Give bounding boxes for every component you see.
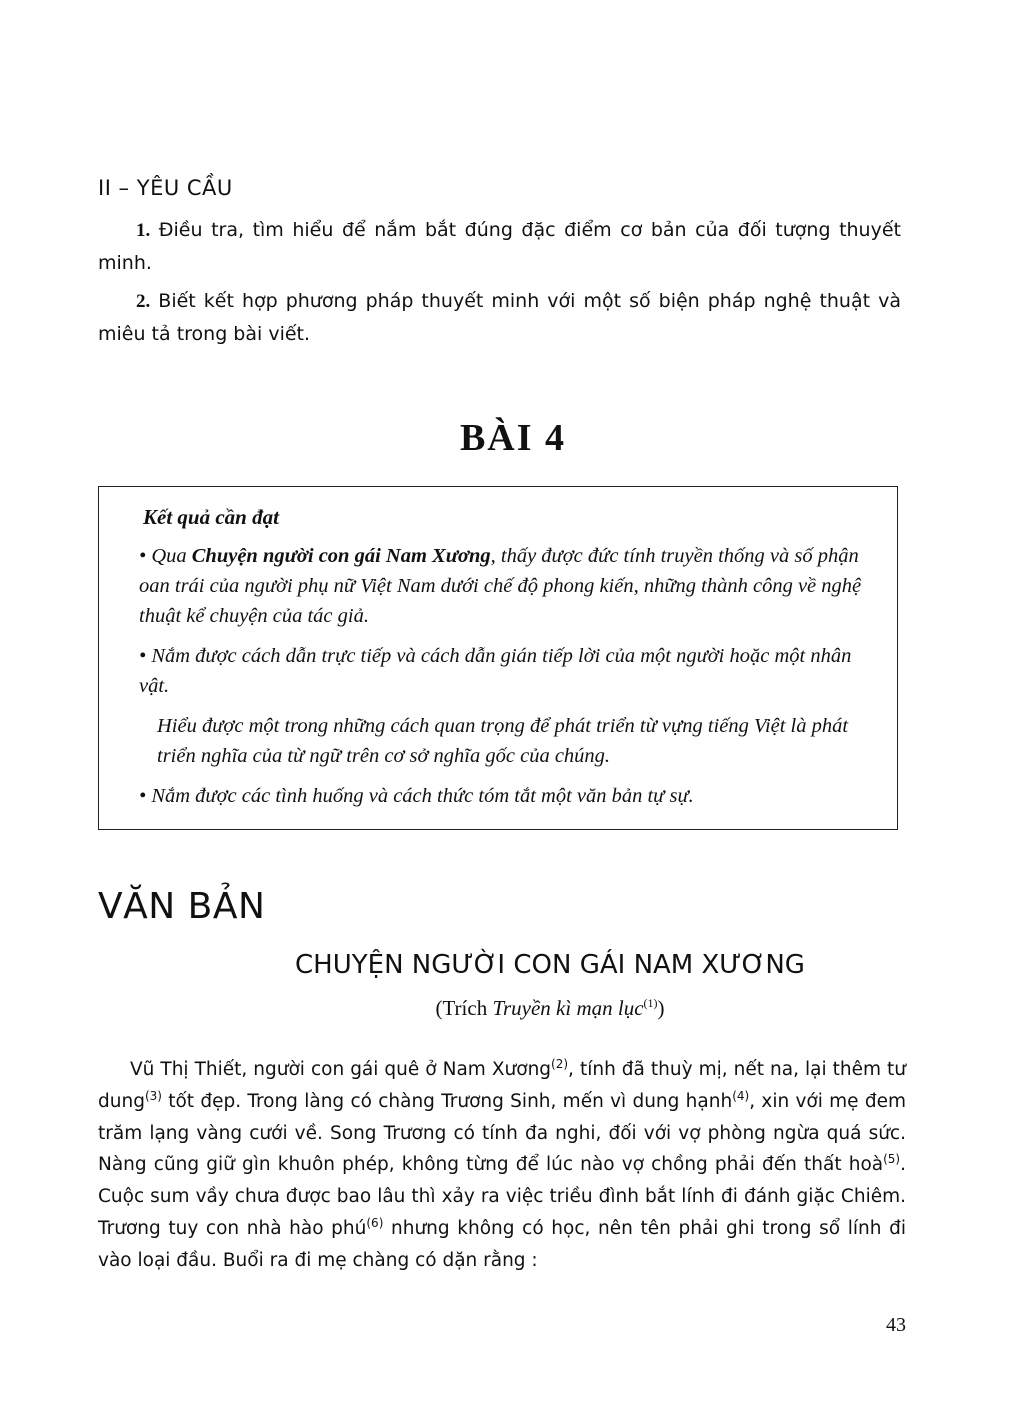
- learning-outcomes-box: [98, 486, 898, 830]
- footnote-ref: (4): [732, 1088, 750, 1103]
- outcome-text: Nắm được các tình huống và cách thức tóm tắt một văn bản tự sự.: [151, 785, 694, 807]
- outcome-item: [139, 711, 867, 771]
- body-text: . Cuộc sum vầy chưa được bao lâu thì xảy ra việc triều đình bắt lính đi đánh giặc Chiêm. Trương tuy con nhà hào phú: [98, 1154, 906, 1239]
- body-text: tốt đẹp. Trong làng có chàng Trương Sinh, mến vì dung hạnh: [161, 1090, 733, 1112]
- story-title-emphasis: Chuyện người con gái Nam Xương: [191, 545, 491, 567]
- requirement-text-2: Biết kết hợp phương pháp thuyết minh với một số biện pháp nghệ thuật và miêu tả trong bài viết.: [98, 290, 901, 345]
- requirement-text-1: Điều tra, tìm hiểu để nắm bắt đúng đặc điểm cơ bản của đối tượng thuyết minh.: [98, 219, 901, 274]
- body-text: nhưng không có học, nên tên phải ghi trong sổ lính đi vào loại đầu. Buổi ra đi mẹ chàng có dặn rằng :: [98, 1217, 906, 1271]
- requirement-item-1: [98, 214, 901, 280]
- body-text: , xin với mẹ đem trăm lạng vàng cưới về. Song Trương có tính đa nghi, đối với vợ phòng ngừa quá sức. Nàng cũng giữ gìn khuôn phép, không từng để lúc nào vợ chồng phải đến thất hoà: [98, 1090, 906, 1176]
- outcomes-heading: Kết quả cần đạt: [143, 505, 279, 529]
- story-title: CHUYỆN NGƯỜI CON GÁI NAM XƯƠNG: [295, 950, 805, 980]
- bullet-icon: •: [139, 785, 147, 807]
- footnote-ref: (3): [144, 1088, 162, 1103]
- outcome-text: Nắm được cách dẫn trực tiếp và cách dẫn gián tiếp lời của một người hoặc một nhân vật.: [139, 645, 852, 697]
- outcomes-list: [139, 541, 867, 821]
- outcome-item: [139, 541, 867, 631]
- requirements-heading: II – YÊU CẦU: [98, 176, 233, 200]
- body-text: , tính đã thuỳ mị, nết na, lại thêm tư dung: [98, 1059, 906, 1112]
- outcome-text: Hiểu được một trong những cách quan trọng để phát triển từ vựng tiếng Việt là phát triển nghĩa của từ ngữ trên cơ sở nghĩa gốc của chúng.: [157, 715, 849, 767]
- footnote-ref: (1): [643, 996, 658, 1010]
- story-source: [0, 996, 1026, 1021]
- bullet-icon: •: [139, 545, 147, 567]
- requirement-number-1: 1.: [136, 220, 151, 241]
- footnote-ref: (5): [883, 1152, 901, 1167]
- source-work: Truyền kì mạn lục: [492, 996, 644, 1020]
- outcome-item: [139, 781, 867, 811]
- lesson-title: BÀI 4: [459, 417, 567, 459]
- footnote-ref: (6): [366, 1215, 384, 1230]
- text-section-label: VĂN BẢN: [98, 886, 266, 927]
- requirement-item-2: [98, 285, 901, 351]
- outcome-text-post: , thấy được đức tính truyền thống và số phận oan trái của người phụ nữ Việt Nam dưới chế độ phong kiến, những thành công về nghệ thuật kể chuyện của tác giả.: [139, 545, 862, 627]
- body-text: Vũ Thị Thiết, người con gái quê ở Nam Xương: [130, 1059, 552, 1080]
- footnote-ref: (2): [551, 1056, 569, 1071]
- requirement-number-2: 2.: [136, 291, 151, 312]
- source-prefix: (Trích: [435, 996, 493, 1020]
- page-number: 43: [886, 1314, 906, 1336]
- outcome-item: [139, 641, 867, 701]
- bullet-icon: •: [139, 645, 147, 667]
- outcome-text-pre: Qua: [151, 545, 192, 567]
- source-suffix: ): [657, 996, 665, 1020]
- story-paragraph: [98, 1054, 906, 1277]
